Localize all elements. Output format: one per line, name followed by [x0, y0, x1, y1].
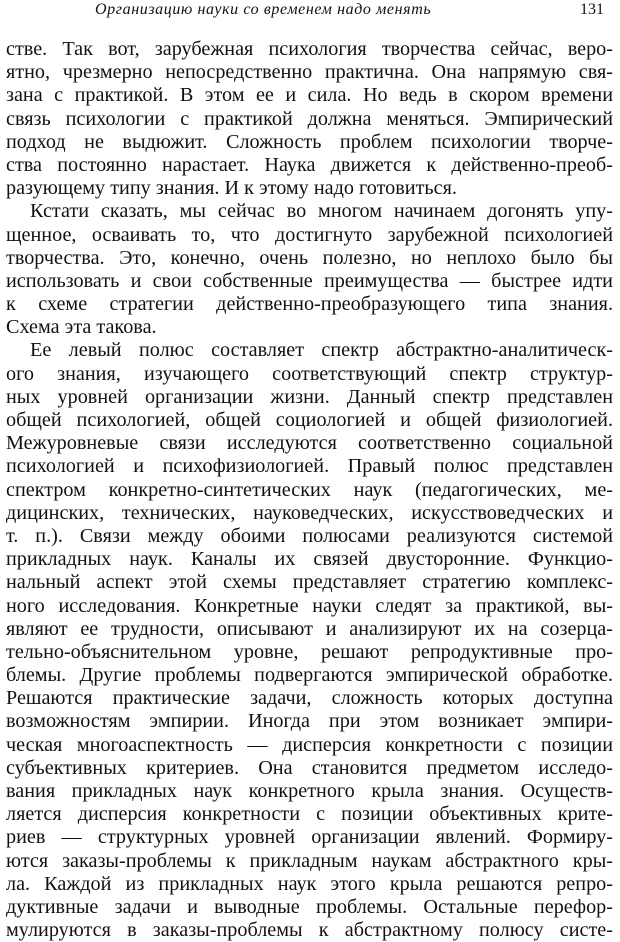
page-header — [0, 0, 620, 30]
text-line: ляется дисперсия конкретности с позиции объективных крите- — [6, 803, 613, 826]
text-line: разующему типу знания. И к этому надо готовиться. — [6, 177, 457, 200]
text-line: риев — структурных уровней организации явлений. Формиру- — [6, 826, 613, 849]
text-line: ятно, чрезмерно непосредственно практична. Она напрямую свя- — [6, 61, 613, 84]
text-line: возможностям эмпирии. Иногда при этом возникает эмпири- — [6, 710, 613, 733]
text-line: ого знания, изучающего соответствующий спектр структур- — [6, 362, 613, 385]
text-line: Межуровневые связи исследуются соответственно социальной — [6, 432, 613, 455]
text-line: мулируются в заказы-проблемы к абстрактному полюсу систе- — [6, 919, 613, 942]
text-line: дицинских, технических, науковедческих, искусствоведческих и — [6, 501, 613, 524]
text-line: ческая многоаспектность — дисперсия конкретности с позиции — [6, 733, 613, 756]
text-line: являют ее трудности, описывают и анализируют их на созерца- — [6, 617, 613, 640]
text-line: щенное, осваивать то, что достигнуто зарубежной психологией — [6, 223, 613, 246]
text-line: Решаются практические задачи, сложность которых доступна — [6, 687, 613, 710]
text-line: прикладных наук. Каналы их связей двусторонние. Функцио- — [6, 548, 613, 571]
text-line: ства постоянно нарастает. Наука движется к действенно-преоб- — [6, 153, 613, 176]
text-line: психологией и психофизиологией. Правый полюс представлен — [6, 455, 613, 478]
text-line: ных уровней организации жизни. Данный спектр представлен — [6, 385, 613, 408]
text-line: использовать и свои собственные преимущества — быстрее идти — [6, 269, 613, 292]
text-line: Кстати сказать, мы сейчас во многом начинаем догонять упу- — [30, 200, 613, 223]
text-line: вания прикладных наук конкретного крыла знания. Осуществ- — [6, 780, 613, 802]
text-line: нальный аспект этой схемы представляет стратегию комплекс- — [6, 571, 613, 594]
text-line: творчества. Это, конечно, очень полезно, но неплохо было бы — [6, 246, 613, 269]
text-line: зана с практикой. В этом ее и сила. Но ведь в скором времени — [6, 84, 613, 107]
text-line: блемы. Другие проблемы подвергаются эмпирической обработке. — [6, 664, 613, 687]
text-line: т. п.). Связи между обоими полюсами реализуются системой — [6, 524, 613, 547]
text-line: спектром конкретно-синтетических наук (педагогических, ме- — [6, 478, 613, 501]
text-line: субъективных критериев. Она становится предметом исследо- — [6, 756, 613, 779]
text-line: ного исследования. Конкретные науки следят за практикой, вы- — [6, 594, 613, 617]
text-line: связь психологии с практикой должна меняться. Эмпирический — [6, 107, 613, 130]
text-line: Схема эта такова. — [6, 316, 157, 339]
text-line: ла. Каждой из прикладных наук этого крыла решаются репро- — [6, 872, 613, 895]
text-line: общей психологией, общей социологией и общей физиологией. — [6, 409, 613, 431]
text-line: Ее левый полюс составляет спектр абстрактно-аналитическ- — [30, 339, 613, 362]
text-line: тельно-объяснительном уровне, решают репродуктивные про- — [6, 640, 613, 663]
text-line: ются заказы-проблемы к прикладным наукам абстрактного кры- — [6, 849, 613, 872]
text-line: стве. Так вот, зарубежная психология творчества сейчас, веро- — [6, 38, 613, 60]
running-head: Организацию науки со временем надо менять — [95, 1, 432, 18]
text-line: подход не выдюжит. Сложность проблем психологии творче- — [6, 130, 613, 153]
text-line: дуктивные задачи и выводные проблемы. Остальные перефор- — [6, 895, 613, 918]
body-text — [6, 38, 613, 942]
text-line: к схеме стратегии действенно-преобразующего типа знания. — [6, 293, 613, 316]
page-number: 131 — [580, 1, 604, 18]
